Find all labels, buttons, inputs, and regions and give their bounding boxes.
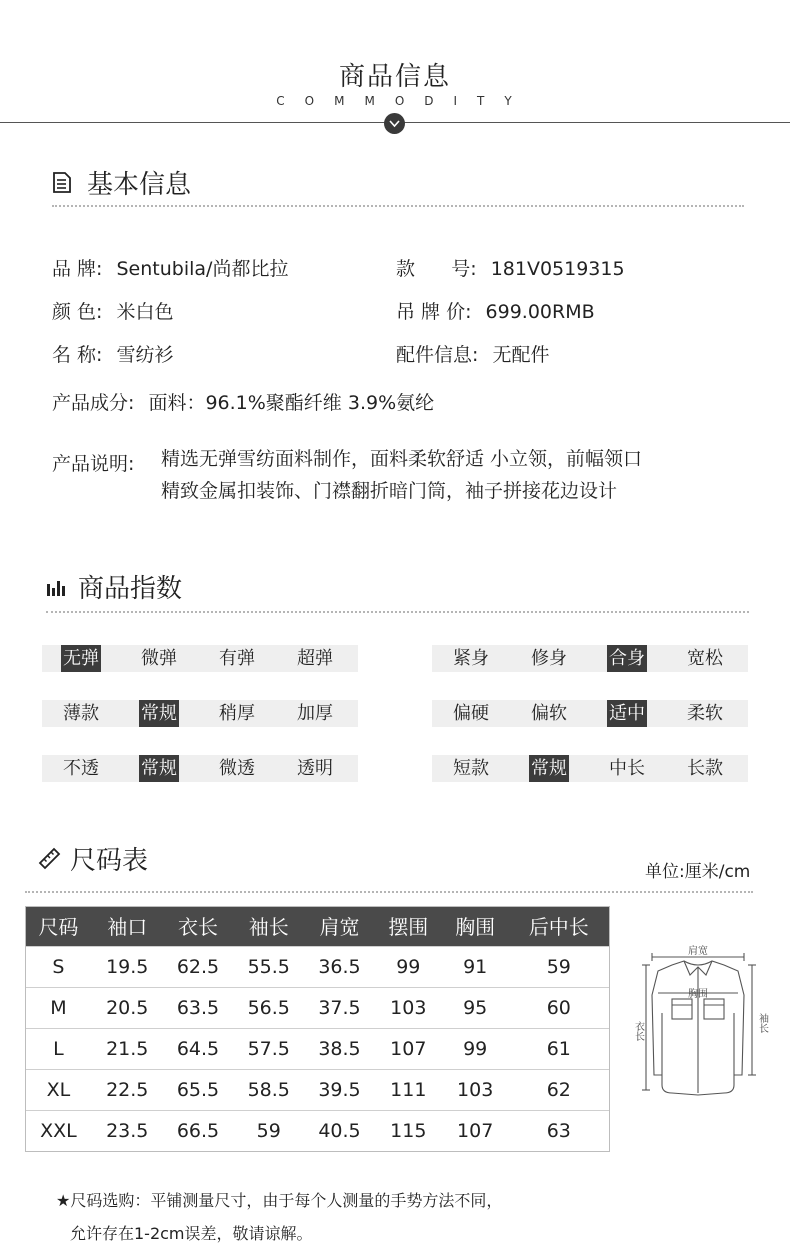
index-option-label: 透明 — [297, 758, 333, 779]
composition-value: 面料：96.1%聚酯纤维 3.9%氨纶 — [148, 392, 435, 414]
table-cell: 91 — [442, 946, 509, 987]
table-cell: 19.5 — [92, 946, 163, 987]
index-option — [198, 755, 276, 782]
shoulder-label: 肩宽 — [688, 946, 708, 957]
table-cell: 103 — [442, 1069, 509, 1110]
unit-label: 单位:厘米/cm — [645, 862, 751, 882]
table-cell: 40.5 — [304, 1110, 375, 1151]
description-line-2: 精致金属扣装饰、门襟翻折暗门筒，袖子拼接花边设计 — [161, 480, 618, 502]
dotted-divider — [46, 611, 749, 613]
index-row — [42, 755, 358, 782]
table-cell: 65.5 — [163, 1069, 234, 1110]
table-cell: L — [25, 1028, 92, 1069]
table-cell: 58.5 — [233, 1069, 304, 1110]
index-title: 商品指数 — [78, 574, 183, 604]
index-option — [42, 700, 120, 727]
name-label: 名 称: — [52, 344, 103, 366]
table-cell: XXL — [25, 1110, 92, 1151]
index-option-label: 有弹 — [219, 648, 255, 669]
name-row — [52, 340, 174, 367]
index-option-selected — [120, 700, 198, 727]
index-option — [42, 755, 120, 782]
table-cell: 63.5 — [163, 987, 234, 1028]
index-option — [588, 755, 666, 782]
index-option — [198, 700, 276, 727]
index-option — [276, 645, 354, 672]
description-text — [161, 443, 642, 507]
table-cell: 59 — [233, 1110, 304, 1151]
table-cell: 39.5 — [304, 1069, 375, 1110]
table-cell: 37.5 — [304, 987, 375, 1028]
table-cell: S — [25, 946, 92, 987]
size-chart-title: 尺码表 — [70, 846, 149, 876]
accessory-label: 配件信息: — [396, 344, 479, 366]
page-title: 商品信息 — [338, 62, 451, 92]
color-value: 米白色 — [116, 301, 174, 323]
index-option-label: 常规 — [139, 700, 179, 727]
index-option-label: 超弹 — [297, 648, 333, 669]
ruler-icon — [38, 846, 62, 874]
table-cell: 21.5 — [92, 1028, 163, 1069]
column-header: 肩宽 — [304, 906, 375, 946]
column-header: 袖口 — [92, 906, 163, 946]
table-cell: 59 — [509, 946, 609, 987]
index-option — [666, 700, 744, 727]
index-option-label: 薄款 — [63, 703, 99, 724]
index-option — [510, 645, 588, 672]
index-option — [276, 700, 354, 727]
index-option — [198, 645, 276, 672]
index-option — [666, 755, 744, 782]
brand-row — [52, 254, 288, 281]
index-option-label: 中长 — [609, 758, 645, 779]
table-cell: 99 — [375, 946, 442, 987]
index-option-label: 不透 — [63, 758, 99, 779]
table-cell: 63 — [509, 1110, 609, 1151]
table-cell: 60 — [509, 987, 609, 1028]
index-option-label: 微透 — [219, 758, 255, 779]
index-option-label: 常规 — [139, 755, 179, 782]
index-option-label: 微弹 — [141, 648, 177, 669]
size-note-line-2: 允许存在1-2cm误差，敬请谅解。 — [70, 1224, 313, 1243]
chevron-down-icon — [384, 113, 405, 134]
index-option-selected — [588, 700, 666, 727]
index-option — [666, 645, 744, 672]
column-header: 尺码 — [25, 906, 92, 946]
table-cell: 20.5 — [92, 987, 163, 1028]
index-option-label: 修身 — [531, 648, 567, 669]
shirt-measurement-diagram — [632, 935, 772, 1105]
index-option-label: 偏软 — [531, 703, 567, 724]
table-cell: XL — [25, 1069, 92, 1110]
table-cell: 99 — [442, 1028, 509, 1069]
index-option-label: 加厚 — [297, 703, 333, 724]
index-option-label: 短款 — [453, 758, 489, 779]
description-line-1: 精选无弹雪纺面料制作，面料柔软舒适 小立领，前幅领口 — [161, 448, 643, 470]
index-row — [432, 755, 748, 782]
price-value: 699.00RMB — [485, 301, 595, 323]
size-table-border — [25, 906, 610, 1152]
index-option-label: 稍厚 — [219, 703, 255, 724]
price-row — [396, 297, 595, 324]
table-cell: 107 — [442, 1110, 509, 1151]
index-option-label: 合身 — [607, 645, 647, 672]
table-cell: 55.5 — [233, 946, 304, 987]
color-label: 颜 色: — [52, 301, 103, 323]
table-cell: 36.5 — [304, 946, 375, 987]
chest-label: 胸围 — [688, 989, 708, 1000]
brand-label: 品 牌: — [52, 258, 103, 280]
dotted-divider — [25, 891, 753, 893]
length-label: 衣长 — [632, 1021, 644, 1041]
index-option — [432, 755, 510, 782]
index-option-label: 柔软 — [687, 703, 723, 724]
composition-label: 产品成分: — [52, 392, 135, 414]
table-cell: 95 — [442, 987, 509, 1028]
table-cell: 66.5 — [163, 1110, 234, 1151]
description-label: 产品说明: — [52, 453, 135, 475]
style-no-value: 181V0519315 — [490, 258, 625, 280]
style-no-label: 款 号: — [396, 258, 477, 280]
index-option-selected — [510, 755, 588, 782]
style-no-row — [396, 254, 625, 281]
table-cell: 61 — [509, 1028, 609, 1069]
dotted-divider — [52, 205, 744, 207]
index-option — [510, 700, 588, 727]
table-cell: 56.5 — [233, 987, 304, 1028]
table-cell: 103 — [375, 987, 442, 1028]
table-cell: 111 — [375, 1069, 442, 1110]
table-cell: 107 — [375, 1028, 442, 1069]
index-option-label: 宽松 — [687, 648, 723, 669]
table-cell: 23.5 — [92, 1110, 163, 1151]
index-option-label: 长款 — [687, 758, 723, 779]
index-option-label: 常规 — [529, 755, 569, 782]
index-option-selected — [42, 645, 120, 672]
table-cell: 38.5 — [304, 1028, 375, 1069]
index-row — [432, 645, 748, 672]
page-subtitle: COMMODITY — [276, 94, 532, 108]
document-icon — [52, 172, 72, 197]
index-row — [42, 645, 358, 672]
table-cell: 62.5 — [163, 946, 234, 987]
column-header: 后中长 — [509, 906, 609, 946]
composition-row — [52, 388, 434, 415]
column-header: 摆围 — [375, 906, 442, 946]
index-row — [432, 700, 748, 727]
accessory-value: 无配件 — [492, 344, 550, 366]
index-option — [432, 700, 510, 727]
table-cell: 62 — [509, 1069, 609, 1110]
table-cell: 115 — [375, 1110, 442, 1151]
index-option-selected — [120, 755, 198, 782]
index-row — [42, 700, 358, 727]
index-option-selected — [588, 645, 666, 672]
accessory-row — [396, 340, 549, 367]
index-option-label: 适中 — [607, 700, 647, 727]
table-cell: 57.5 — [233, 1028, 304, 1069]
brand-value: Sentubila/尚都比拉 — [116, 258, 289, 280]
name-value: 雪纺衫 — [116, 344, 174, 366]
index-option-label: 无弹 — [61, 645, 101, 672]
bar-chart-icon — [46, 578, 66, 600]
table-cell: 22.5 — [92, 1069, 163, 1110]
index-option-label: 紧身 — [453, 648, 489, 669]
table-cell: 64.5 — [163, 1028, 234, 1069]
index-option — [120, 645, 198, 672]
index-option-label: 偏硬 — [453, 703, 489, 724]
index-option — [432, 645, 510, 672]
basic-info-title: 基本信息 — [87, 170, 192, 200]
column-header: 胸围 — [442, 906, 509, 946]
table-cell: M — [25, 987, 92, 1028]
price-label: 吊 牌 价: — [396, 301, 472, 323]
index-option — [276, 755, 354, 782]
color-row — [52, 297, 174, 324]
column-header: 衣长 — [163, 906, 234, 946]
size-note-line-1: ★尺码选购：平铺测量尺寸，由于每个人测量的手势方法不同， — [56, 1191, 503, 1210]
column-header: 袖长 — [233, 906, 304, 946]
sleeve-label: 袖长 — [756, 1013, 768, 1033]
